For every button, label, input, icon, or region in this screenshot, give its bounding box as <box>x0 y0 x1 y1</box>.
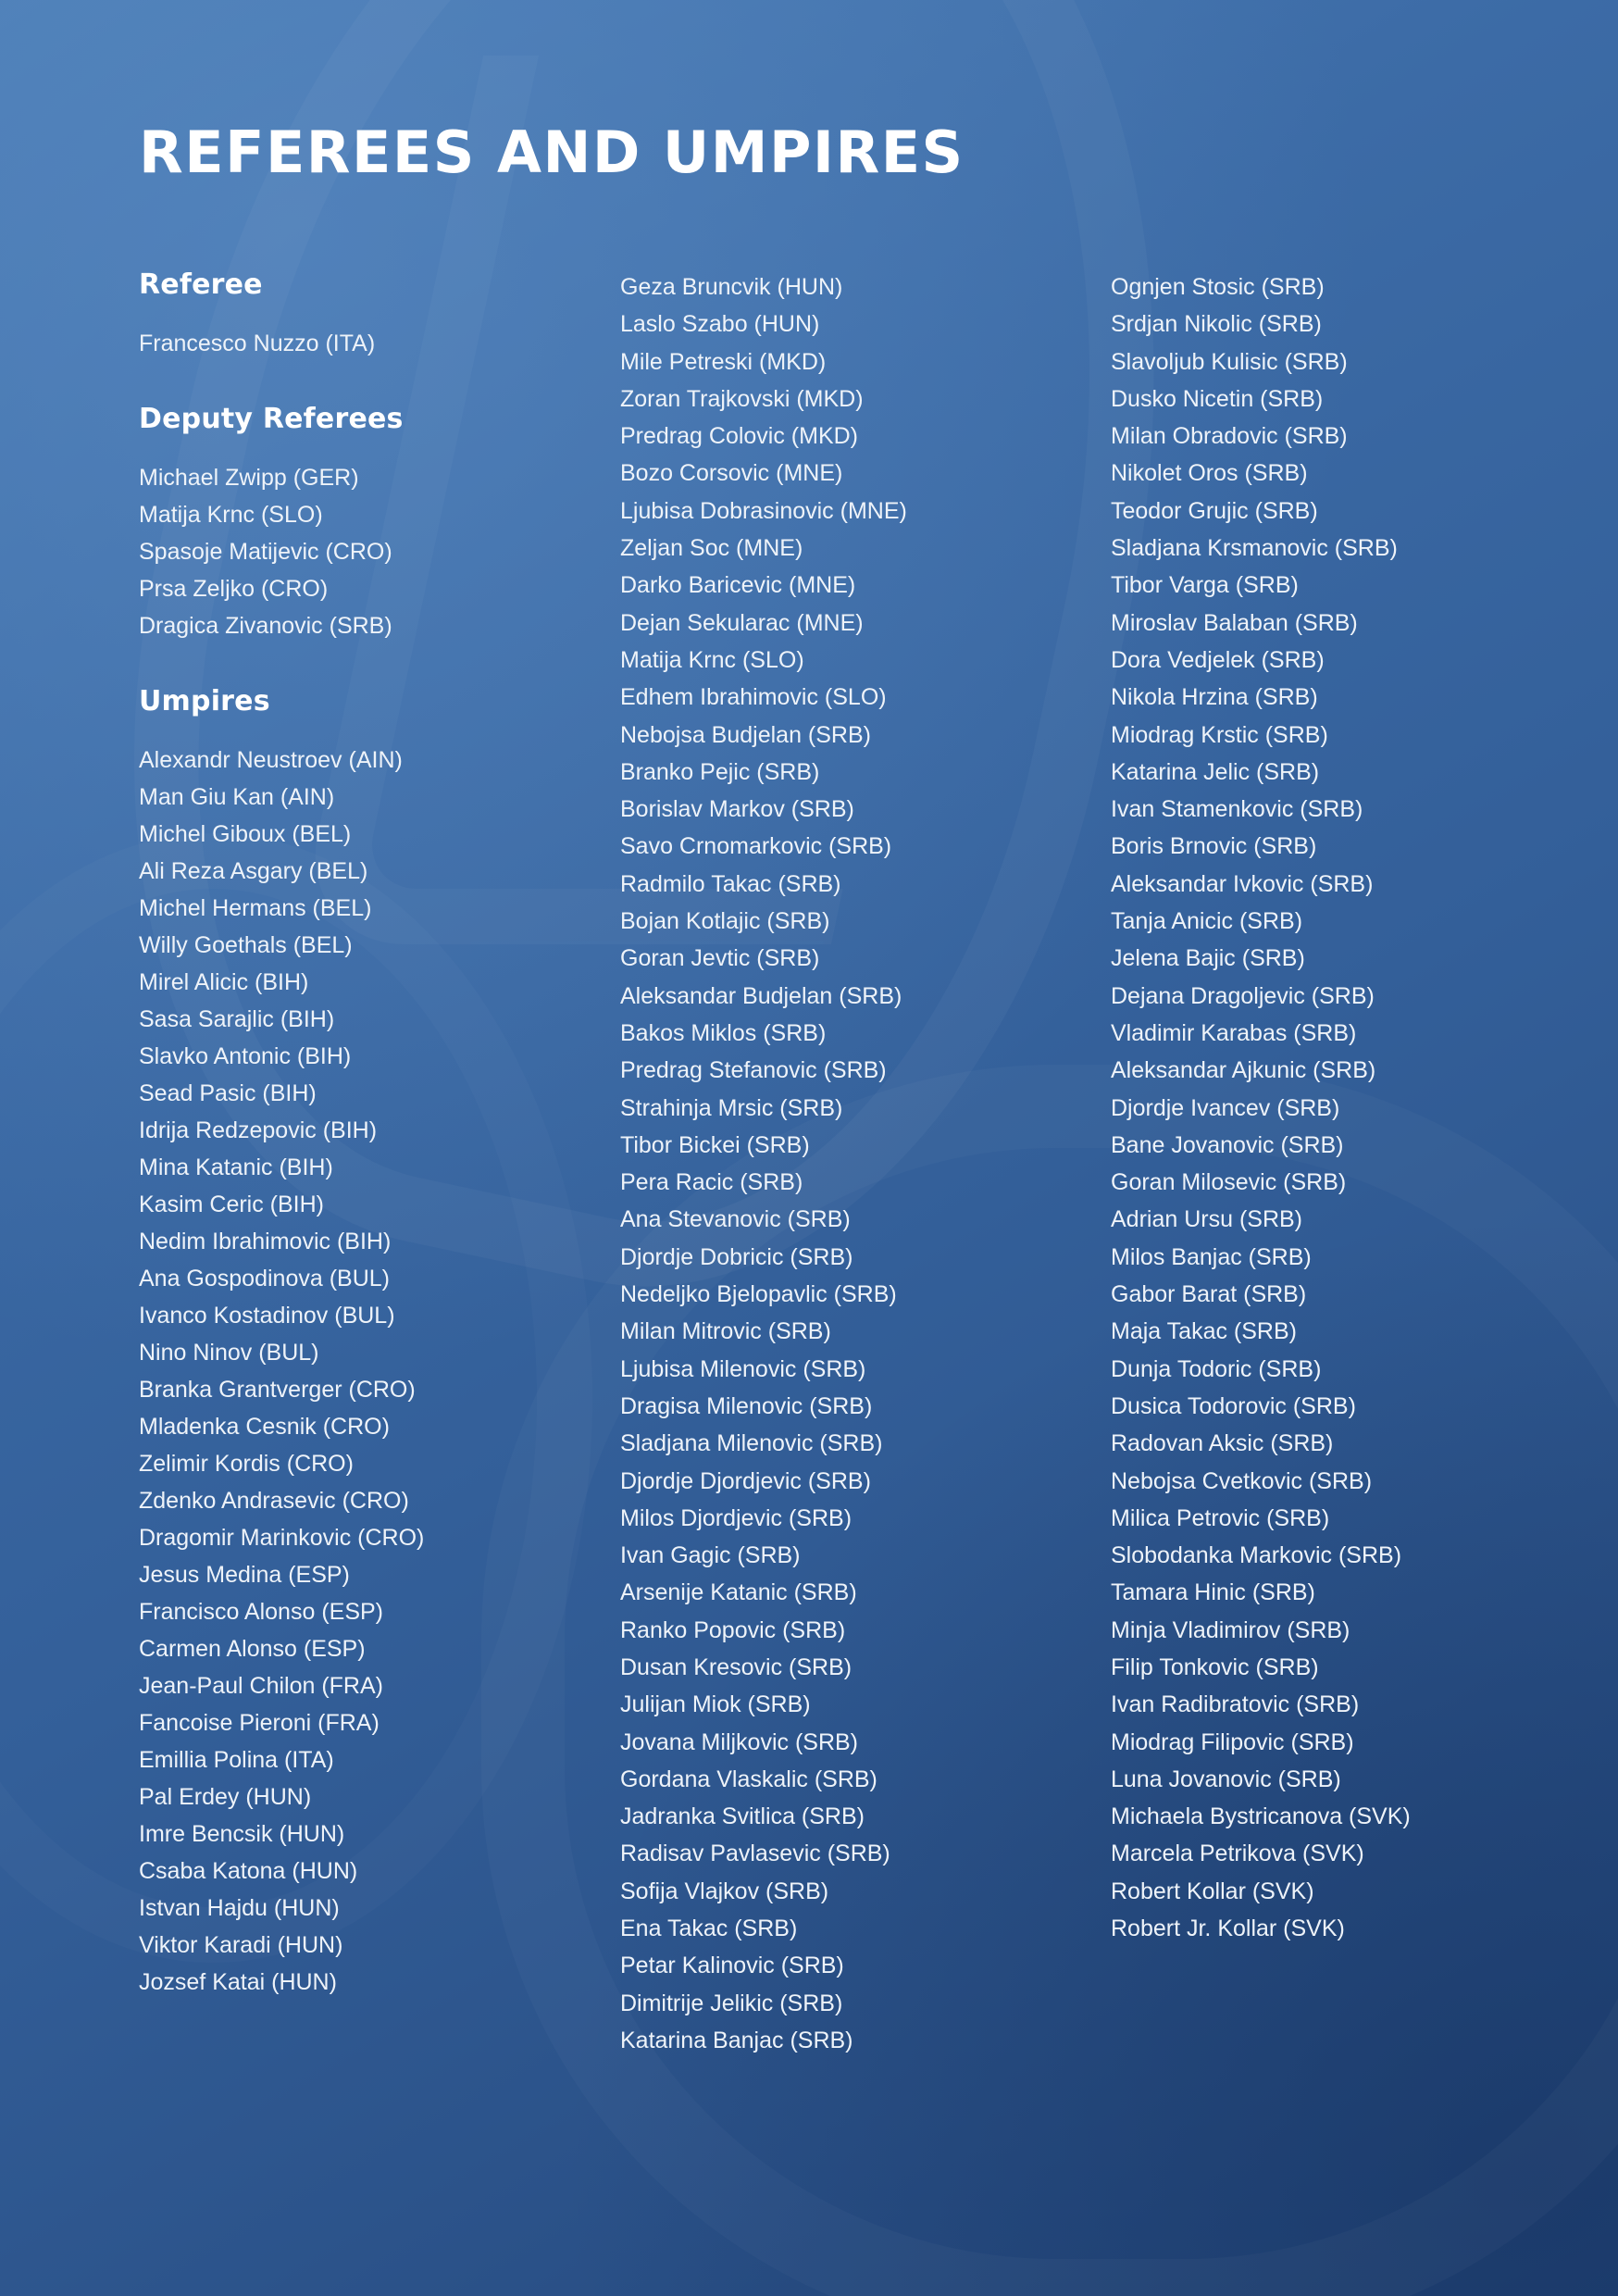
list-item: Fancoise Pieroni (FRA) <box>139 1710 380 1736</box>
list-item: Aleksandar Ajkunic (SRB) <box>1111 1057 1376 1084</box>
list-item: Michel Hermans (BEL) <box>139 895 372 921</box>
list-item: Ena Takac (SRB) <box>620 1915 798 1942</box>
list-item: Vladimir Karabas (SRB) <box>1111 1019 1357 1046</box>
list-item: Ranko Popovic (SRB) <box>620 1616 846 1643</box>
list-item: Dusan Kresovic (SRB) <box>620 1653 853 1680</box>
list-item: Jozsef Katai (HUN) <box>139 1969 337 1995</box>
list-item: Laslo Szabo (HUN) <box>620 311 820 338</box>
deputy-referees-list <box>139 459 620 644</box>
list-item: Jelena Bajic (SRB) <box>1111 945 1305 972</box>
list-item: Djordje Ivancev (SRB) <box>1111 1094 1340 1121</box>
list-item: Tibor Varga (SRB) <box>1111 572 1299 599</box>
list-item: Branka Grantverger (CRO) <box>139 1377 416 1403</box>
umpires-list-column-three <box>1111 268 1509 1947</box>
list-item: Spasoje Matijevic (CRO) <box>139 539 392 565</box>
umpires-list-column-one <box>139 742 620 2001</box>
list-item: Matija Krnc (SLO) <box>620 646 804 673</box>
list-item: Mina Katanic (BIH) <box>139 1154 333 1180</box>
list-item: Julijan Miok (SRB) <box>620 1691 811 1718</box>
deputy-referees-heading: Deputy Referees <box>139 403 404 435</box>
list-item: Dejana Dragoljevic (SRB) <box>1111 982 1375 1009</box>
list-item: Dusica Todorovic (SRB) <box>1111 1392 1356 1419</box>
list-item: Nedeljko Bjelopavlic (SRB) <box>620 1281 897 1308</box>
list-item: Carmen Alonso (ESP) <box>139 1636 366 1662</box>
list-item: Jadranka Svitlica (SRB) <box>620 1803 865 1830</box>
list-item: Man Giu Kan (AIN) <box>139 784 335 810</box>
list-item: Emillia Polina (ITA) <box>139 1747 334 1773</box>
list-item: Slobodanka Markovic (SRB) <box>1111 1542 1402 1569</box>
page-title: REFEREES AND UMPIRES <box>139 119 965 186</box>
list-item: Milan Mitrovic (SRB) <box>620 1318 831 1345</box>
list-item: Ivan Gagic (SRB) <box>620 1542 801 1569</box>
list-item: Jesus Medina (ESP) <box>139 1562 350 1588</box>
list-item: Pal Erdey (HUN) <box>139 1784 312 1810</box>
list-item: Edhem Ibrahimovic (SLO) <box>620 684 887 711</box>
list-item: Csaba Katona (HUN) <box>139 1858 358 1884</box>
list-item: Dora Vedjelek (SRB) <box>1111 646 1325 673</box>
list-item: Idrija Redzepovic (BIH) <box>139 1117 378 1143</box>
list-item: Zelimir Kordis (CRO) <box>139 1451 354 1477</box>
list-item: Gabor Barat (SRB) <box>1111 1281 1307 1308</box>
list-item: Luna Jovanovic (SRB) <box>1111 1766 1341 1792</box>
list-item: Zdenko Andrasevic (CRO) <box>139 1488 409 1514</box>
list-item: Nebojsa Cvetkovic (SRB) <box>1111 1467 1373 1494</box>
list-item: Viktor Karadi (HUN) <box>139 1932 343 1958</box>
list-item: Alexandr Neustroev (AIN) <box>139 747 403 773</box>
list-item: Sladjana Krsmanovic (SRB) <box>1111 535 1398 562</box>
list-item: Djordje Dobricic (SRB) <box>620 1243 853 1270</box>
list-item: Gordana Vlaskalic (SRB) <box>620 1766 877 1792</box>
umpires-list-column-two <box>620 268 1111 2059</box>
list-item: Dragomir Marinkovic (CRO) <box>139 1525 425 1551</box>
list-item: Strahinja Mrsic (SRB) <box>620 1094 843 1121</box>
list-item: Sead Pasic (BIH) <box>139 1080 317 1106</box>
list-item: Petar Kalinovic (SRB) <box>620 1953 844 1979</box>
column-three <box>1111 268 1509 1947</box>
list-item: Ivan Radibratovic (SRB) <box>1111 1691 1360 1718</box>
list-item: Djordje Djordjevic (SRB) <box>620 1467 871 1494</box>
list-item: Miodrag Filipovic (SRB) <box>1111 1728 1354 1755</box>
list-item: Robert Jr. Kollar (SVK) <box>1111 1915 1345 1942</box>
list-item: Mile Petreski (MKD) <box>620 348 827 375</box>
list-item: Robert Kollar (SVK) <box>1111 1878 1314 1904</box>
list-item: Zoran Trajkovski (MKD) <box>620 385 864 412</box>
list-item: Marcela Petrikova (SVK) <box>1111 1841 1364 1867</box>
list-item: Radisav Pavlasevic (SRB) <box>620 1841 890 1867</box>
list-item: Predrag Colovic (MKD) <box>620 423 859 450</box>
list-item: Ivanco Kostadinov (BUL) <box>139 1303 395 1329</box>
list-item: Ana Stevanovic (SRB) <box>620 1206 851 1233</box>
list-item: Katarina Jelic (SRB) <box>1111 758 1320 785</box>
list-item: Geza Bruncvik (HUN) <box>620 274 843 300</box>
list-item: Miodrag Krstic (SRB) <box>1111 721 1328 748</box>
list-item: Istvan Hajdu (HUN) <box>139 1895 340 1921</box>
list-item: Radovan Aksic (SRB) <box>1111 1430 1334 1457</box>
list-item: Nebojsa Budjelan (SRB) <box>620 721 871 748</box>
columns-container <box>139 268 1509 2059</box>
list-item: Dimitrije Jelikic (SRB) <box>620 1990 843 2016</box>
list-item: Nedim Ibrahimovic (BIH) <box>139 1229 392 1254</box>
list-item: Savo Crnomarkovic (SRB) <box>620 833 892 860</box>
list-item: Mirel Alicic (BIH) <box>139 969 309 995</box>
list-item: Mladenka Cesnik (CRO) <box>139 1414 390 1440</box>
list-item: Sladjana Milenovic (SRB) <box>620 1430 883 1457</box>
list-item: Dejan Sekularac (MNE) <box>620 609 864 636</box>
referee-list <box>139 325 620 362</box>
list-item: Adrian Ursu (SRB) <box>1111 1206 1302 1233</box>
list-item: Srdjan Nikolic (SRB) <box>1111 311 1322 338</box>
list-item: Teodor Grujic (SRB) <box>1111 497 1318 524</box>
list-item: Nikola Hrzina (SRB) <box>1111 684 1318 711</box>
list-item: Francesco Nuzzo (ITA) <box>139 331 376 356</box>
list-item: Filip Tonkovic (SRB) <box>1111 1653 1319 1680</box>
list-item: Aleksandar Ivkovic (SRB) <box>1111 870 1374 897</box>
list-item: Tanja Anicic (SRB) <box>1111 908 1303 935</box>
list-item: Willy Goethals (BEL) <box>139 932 353 958</box>
list-item: Radmilo Takac (SRB) <box>620 870 841 897</box>
list-item: Milan Obradovic (SRB) <box>1111 423 1348 450</box>
list-item: Ana Gospodinova (BUL) <box>139 1266 390 1292</box>
list-item: Aleksandar Budjelan (SRB) <box>620 982 902 1009</box>
list-item: Dragisa Milenovic (SRB) <box>620 1392 873 1419</box>
list-item: Tibor Bickei (SRB) <box>620 1131 810 1158</box>
list-item: Milos Djordjevic (SRB) <box>620 1504 853 1531</box>
list-item: Jean-Paul Chilon (FRA) <box>139 1673 383 1699</box>
list-item: Prsa Zeljko (CRO) <box>139 576 329 602</box>
list-item: Francisco Alonso (ESP) <box>139 1599 383 1625</box>
list-item: Katarina Banjac (SRB) <box>620 2027 853 2053</box>
list-item: Michaela Bystricanova (SVK) <box>1111 1803 1411 1830</box>
list-item: Bozo Corsovic (MNE) <box>620 460 843 487</box>
list-item: Milica Petrovic (SRB) <box>1111 1504 1330 1531</box>
list-item: Dusko Nicetin (SRB) <box>1111 385 1324 412</box>
list-item: Slavko Antonic (BIH) <box>139 1043 352 1069</box>
list-item: Milos Banjac (SRB) <box>1111 1243 1312 1270</box>
umpires-heading: Umpires <box>139 685 270 718</box>
list-item: Tamara Hinic (SRB) <box>1111 1579 1315 1606</box>
list-item: Ivan Stamenkovic (SRB) <box>1111 796 1363 823</box>
list-item: Dragica Zivanovic (SRB) <box>139 613 392 639</box>
list-item: Jovana Miljkovic (SRB) <box>620 1728 859 1755</box>
list-item: Ognjen Stosic (SRB) <box>1111 274 1325 300</box>
list-item: Arsenije Katanic (SRB) <box>620 1579 857 1606</box>
list-item: Ljubisa Milenovic (SRB) <box>620 1355 866 1382</box>
list-item: Sofija Vlajkov (SRB) <box>620 1878 829 1904</box>
list-item: Ali Reza Asgary (BEL) <box>139 858 368 884</box>
list-item: Pera Racic (SRB) <box>620 1169 803 1196</box>
list-item: Dunja Todoric (SRB) <box>1111 1355 1322 1382</box>
list-item: Bakos Miklos (SRB) <box>620 1019 827 1046</box>
list-item: Zeljan Soc (MNE) <box>620 535 803 562</box>
list-item: Goran Milosevic (SRB) <box>1111 1169 1347 1196</box>
list-item: Maja Takac (SRB) <box>1111 1318 1297 1345</box>
list-item: Minja Vladimirov (SRB) <box>1111 1616 1350 1643</box>
list-item: Borislav Markov (SRB) <box>620 796 854 823</box>
list-item: Michel Giboux (BEL) <box>139 821 352 847</box>
list-item: Slavoljub Kulisic (SRB) <box>1111 348 1348 375</box>
list-item: Miroslav Balaban (SRB) <box>1111 609 1358 636</box>
list-item: Darko Baricevic (MNE) <box>620 572 856 599</box>
list-item: Bojan Kotlajic (SRB) <box>620 908 830 935</box>
list-item: Predrag Stefanovic (SRB) <box>620 1057 887 1084</box>
referee-heading: Referee <box>139 268 263 301</box>
list-item: Branko Pejic (SRB) <box>620 758 820 785</box>
column-two <box>620 268 1111 2059</box>
list-item: Boris Brnovic (SRB) <box>1111 833 1317 860</box>
list-item: Nino Ninov (BUL) <box>139 1340 319 1366</box>
list-item: Bane Jovanovic (SRB) <box>1111 1131 1344 1158</box>
list-item: Imre Bencsik (HUN) <box>139 1821 345 1847</box>
list-item: Sasa Sarajlic (BIH) <box>139 1006 335 1032</box>
list-item: Ljubisa Dobrasinovic (MNE) <box>620 497 907 524</box>
list-item: Michael Zwipp (GER) <box>139 465 359 491</box>
column-one <box>139 268 620 2001</box>
list-item: Nikolet Oros (SRB) <box>1111 460 1308 487</box>
list-item: Kasim Ceric (BIH) <box>139 1192 325 1217</box>
list-item: Goran Jevtic (SRB) <box>620 945 820 972</box>
list-item: Matija Krnc (SLO) <box>139 502 323 528</box>
